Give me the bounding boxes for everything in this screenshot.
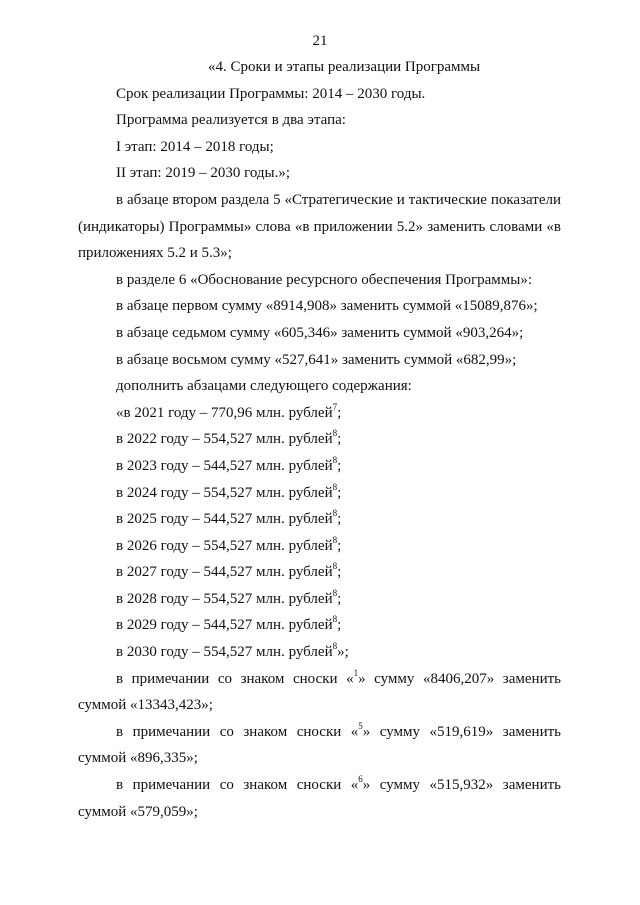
footnote-mark: 1 bbox=[353, 667, 359, 678]
year-line-2021: «в 2021 году – 770,96 млн. рублей$^7$; bbox=[116, 401, 342, 421]
year-line-2023: в 2023 году – 544,527 млн. рублей$^8$; bbox=[116, 454, 342, 474]
footnote-mark: 8 bbox=[332, 481, 338, 492]
year-line-2028: в 2028 году – 554,527 млн. рублей$^8$; bbox=[116, 587, 342, 607]
note-footnote-1: в примечании со знаком сноски «$^1$» сумму «8406,207» заменить суммой «13343,423»; bbox=[78, 667, 561, 714]
footnote-mark: 7 bbox=[332, 401, 338, 412]
paragraph-stage-1: I этап: 2014 – 2018 годы; bbox=[116, 138, 274, 155]
year-line-2025: в 2025 году – 544,527 млн. рублей$^8$; bbox=[116, 508, 342, 528]
year-line-2026: в 2026 году – 554,527 млн. рублей$^8$; bbox=[116, 534, 342, 554]
year-line-2022: в 2022 году – 554,527 млн. рублей$^8$; bbox=[116, 428, 342, 448]
page-number: 21 bbox=[312, 33, 328, 49]
paragraph-section-6: в разделе 6 «Обоснование ресурсного обеспечения Программы»: bbox=[116, 271, 533, 288]
footnote-mark: 8 bbox=[332, 534, 338, 545]
document-body bbox=[78, 54, 561, 825]
paragraph-seventh-amount: в абзаце седьмом сумму «605,346» заменить суммой «903,264»; bbox=[116, 324, 524, 341]
note-footnote-5: в примечании со знаком сноски «$^5$» сумму «519,619» заменить суммой «896,335»; bbox=[78, 720, 561, 767]
year-line-2024: в 2024 году – 554,527 млн. рублей$^8$; bbox=[116, 481, 342, 501]
year-line-2027: в 2027 году – 544,527 млн. рублей$^8$; bbox=[116, 561, 342, 581]
paragraph-section-5: в абзаце втором раздела 5 «Стратегические и тактические показатели (индикаторы) Программы» слова «в приложении 5.2» заменить словами «в приложениях 5.2 и 5.3»; bbox=[78, 191, 561, 262]
paragraph-supplement-intro: дополнить абзацами следующего содержания: bbox=[116, 378, 412, 395]
footnote-mark: 6 bbox=[358, 774, 363, 785]
paragraph-first-amount: в абзаце первом сумму «8914,908» заменить суммой «15089,876»; bbox=[116, 298, 538, 315]
year-line-2030: в 2030 году – 554,527 млн. рублей$^8$»; bbox=[116, 641, 349, 661]
paragraph-stages-intro: Программа реализуется в два этапа: bbox=[116, 112, 346, 129]
footnote-mark: 8 bbox=[332, 641, 338, 652]
year-line-2029: в 2029 году – 544,527 млн. рублей$^8$; bbox=[116, 614, 342, 634]
footnote-mark: 5 bbox=[358, 720, 363, 731]
paragraph-term: Срок реализации Программы: 2014 – 2030 годы. bbox=[116, 85, 426, 102]
footnote-mark: 8 bbox=[332, 508, 338, 519]
paragraph-eighth-amount: в абзаце восьмом сумму «527,641» заменить суммой «682,99»; bbox=[116, 351, 517, 368]
section-heading: «4. Сроки и этапы реализации Программы bbox=[208, 59, 481, 75]
footnote-mark: 8 bbox=[332, 614, 338, 625]
footnote-mark: 8 bbox=[332, 587, 338, 598]
note-footnote-6: в примечании со знаком сноски «$^6$» сумму «515,932» заменить суммой «579,059»; bbox=[78, 774, 561, 820]
footnote-mark: 8 bbox=[332, 454, 338, 465]
year-lines-list bbox=[78, 400, 561, 666]
footnote-mark: 8 bbox=[332, 428, 338, 439]
footnote-mark: 8 bbox=[332, 561, 338, 572]
paragraph-stage-2: II этап: 2019 – 2030 годы.»; bbox=[116, 165, 291, 182]
